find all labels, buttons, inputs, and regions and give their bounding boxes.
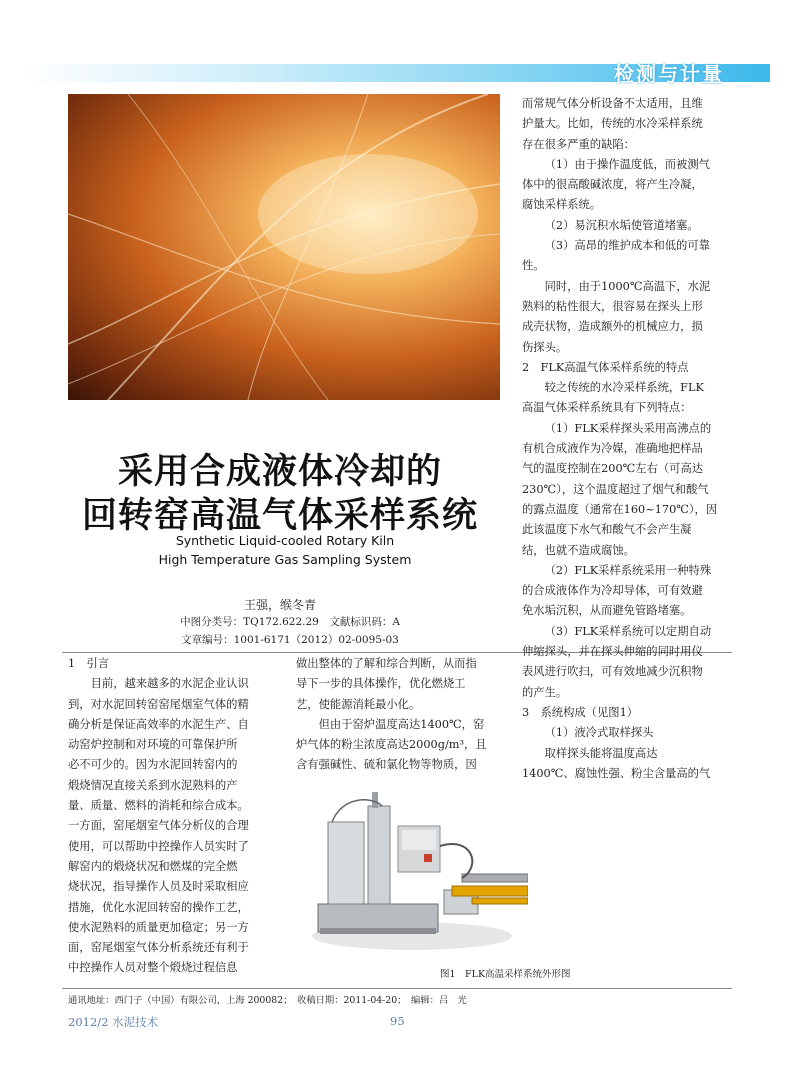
section-heading: 3 系统构成（见图1） [522,705,639,719]
body-line: 做出整体的了解和综合判断，从而指 [296,657,477,670]
body-line: 存在很多严重的缺陷： [522,137,635,151]
article-number: 文章编号：1001-6171（2012）02-0095-03 [181,634,399,646]
body-line: 炉气体的粉尘浓度高达2000g/m³，且 [296,738,487,752]
body-line: 煅烧情况直接关系到水泥熟料的产 [68,778,238,792]
hero-image [68,94,500,400]
section-heading: 1 引言 [68,657,110,670]
body-line: 的合成液体作为冷却导体，可有效避 [522,584,703,598]
body-line: 面，窑尾烟室气体分析系统还有利于 [68,941,249,955]
body-line: 动窑炉控制和对环境的可靠保护所 [68,738,238,752]
body-line: 高温气体采样系统具有下列特点： [522,401,692,415]
body-line: 取样探头能将温度高达 [544,746,658,760]
body-line: 表风进行吹扫，可有效地减少沉积物 [522,665,703,679]
body-line: 此该温度下水气和酸气不会产生凝 [522,523,692,537]
body-line: 有机合成液作为冷媒，准确地把样品 [522,442,703,456]
body-line: （1）由于操作温度低，而被测气 [544,157,710,171]
body-line: 量、质量、燃料的消耗和综合成本。 [68,799,249,813]
body-line: 230℃），这个温度超过了烟气和酸气 [522,482,709,496]
body-line: 1400℃、腐蚀性强、粉尘含量高的气 [522,766,711,780]
body-line: 艺，使能源消耗最小化。 [296,697,421,711]
section-heading: 2 FLK高温气体采样系统的特点 [522,360,689,374]
body-line: 同时，由于1000℃高温下，水泥 [544,279,711,293]
article-title-line2: 回转窑高温气体采样系统 [82,496,479,536]
body-line: 确分析是保证高效率的水泥生产、自 [68,717,249,731]
body-line: 熟料的粘性很大，很容易在探头上形 [522,299,703,313]
body-line: 一方面，窑尾烟室气体分析仪的合理 [68,819,249,833]
body-line: 使水泥熟料的质量更加稳定；另一方 [68,920,249,934]
body-line: 必不可少的。因为水泥回转窑内的 [68,758,238,772]
footnote: 通讯地址：西门子（中国）有限公司，上海 200082； 收稿日期：2011-04-20； 编辑：吕 光 [68,995,467,1006]
body-column-right [522,94,732,784]
body-column-middle [296,654,502,776]
body-line: 但由于窑炉温度高达1400℃，窑 [318,717,485,731]
body-line: 解窑内的煅烧状况和燃煤的完全燃 [68,859,238,873]
body-line: （1）FLK采样探头采用高沸点的 [544,421,712,435]
authors: 王强，缑冬青 [243,598,316,612]
body-line: 结，也就不造成腐蚀。 [522,543,635,557]
body-line: 免水垢沉积，从而避免管路堵塞。 [522,604,692,618]
body-line: 腐蚀采样系统。 [522,198,602,212]
body-line: 烧状况，指导操作人员及时采取相应 [68,880,249,894]
body-line: 性。 [522,259,545,273]
body-line: 中控操作人员对整个煅烧过程信息 [68,961,238,975]
body-line: 体中的很高酸碱浓度，将产生冷凝， [522,178,703,192]
body-line: （3）高昂的维护成本和低的可靠 [544,239,710,253]
body-line: 气的温度控制在200℃左右（可高达 [522,462,704,476]
body-line: 到，对水泥回转窑窑尾烟室气体的精 [68,697,249,711]
section-title: 检测与计量 [614,62,724,86]
body-line: 的产生。 [522,685,568,699]
body-line: 导下一步的具体操作，优化燃烧工 [296,677,466,691]
body-line: 伤探头。 [522,340,568,354]
english-title-line2: High Temperature Gas Sampling System [158,552,412,567]
body-line: 而常规气体分析设备不太适用，且维 [522,97,703,110]
classification-info: 中图分类号：TQ172.622.29 文献标识码：A [180,616,400,628]
body-line: 护量大。比如，传统的水冷采样系统 [522,117,703,131]
body-line: （1）液冷式取样探头 [544,726,654,740]
body-column-left [68,654,278,979]
body-line: 含有强碱性、硫和氯化物等物质，因 [296,758,477,772]
divider [62,988,732,989]
body-line: 使用，可以帮助中控操作人员实时了 [68,839,249,853]
body-line: 成壳状物，造成额外的机械应力，损 [522,320,703,334]
body-line: 较之传统的水冷采样系统，FLK [544,381,704,395]
body-line: 的露点温度（通常在160~170℃），因 [522,502,718,516]
body-line: 措施，优化水泥回转窑的操作工艺， [68,900,249,914]
body-line: （2）FLK采样系统采用一种特殊 [544,563,712,577]
equipment-photo [312,786,528,954]
body-line: 伸缩探头，并在探头伸缩的同时用仪 [522,645,703,659]
page-number: 95 [390,1014,405,1028]
figure-caption: 图1 FLK高温采样系统外形图 [440,969,571,980]
body-line: （2）易沉积水垢使管道堵塞。 [544,218,699,232]
body-line: 目前，越来越多的水泥企业认识 [90,677,249,691]
body-line: （3）FLK采样系统可以定期自动 [544,624,712,638]
english-title-line1: Synthetic Liquid-cooled Rotary Kiln [175,533,395,548]
article-title-line1: 采用合成液体冷却的 [118,452,443,492]
journal-footer: 2012/2 水泥技术 [68,1015,159,1029]
